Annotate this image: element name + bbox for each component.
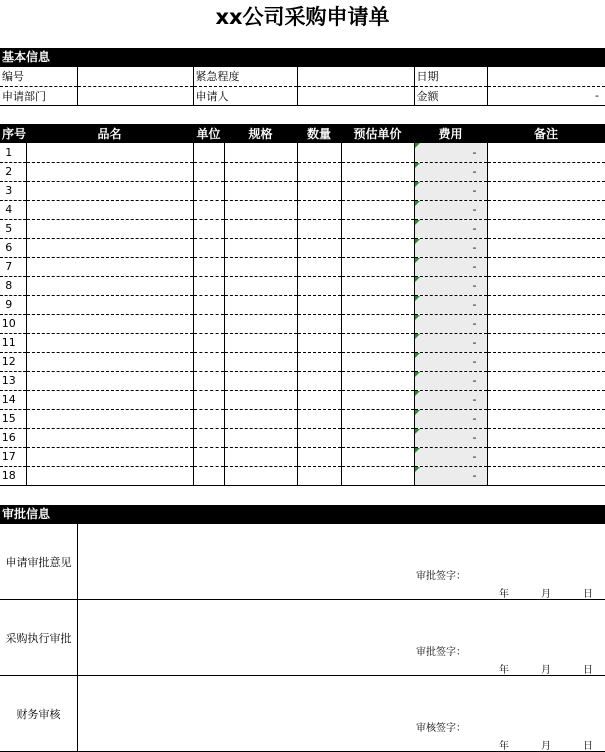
fee-value: - [472,317,477,330]
unit-cell[interactable] [193,428,224,447]
qty-cell[interactable] [297,257,341,276]
fee-value: - [472,145,477,159]
formula-marker-icon [415,296,420,301]
approval-comment-area[interactable] [78,600,605,640]
unit-cell[interactable] [193,238,224,257]
fee-value: - [472,222,477,235]
table-row [0,390,605,409]
applicant-label: 申请人 [193,86,297,105]
spec-cell[interactable] [224,257,297,276]
row-number: 18 [0,466,26,485]
spec-cell[interactable] [224,238,297,257]
basic-row-1 [0,67,605,86]
qty-cell[interactable] [297,447,341,466]
amount-field[interactable]: - [487,86,605,105]
remark-cell[interactable] [487,428,605,447]
price-cell[interactable] [341,295,414,314]
unit-cell[interactable] [193,276,224,295]
urgency-label: 紧急程度 [193,67,297,86]
row-number: 8 [0,276,26,295]
item-name-cell[interactable] [26,295,193,314]
row-number: 12 [0,352,26,371]
fee-value: - [472,393,477,406]
price-cell[interactable] [341,409,414,428]
basic-info-header: 基本信息 [0,48,605,67]
col-header-remark: 备注 [487,124,605,143]
row-number: 14 [0,390,26,409]
remark-cell[interactable] [487,352,605,371]
remark-cell[interactable] [487,143,605,162]
table-row [0,257,605,276]
fee-cell[interactable] [414,447,487,466]
spec-cell[interactable] [224,428,297,447]
fee-cell[interactable] [414,219,487,238]
qty-cell[interactable] [297,371,341,390]
formula-marker-icon [415,391,420,396]
spec-cell[interactable] [224,162,297,181]
approval-comment-area[interactable] [78,676,605,716]
row-number: 7 [0,257,26,276]
row-number: 5 [0,219,26,238]
row-number: 10 [0,314,26,333]
year-label: 年 [499,741,509,752]
qty-cell[interactable] [297,409,341,428]
item-name-cell[interactable] [26,200,193,219]
items-header [0,124,605,143]
spec-cell[interactable] [224,466,297,485]
fee-value: - [472,241,477,254]
unit-cell[interactable] [193,409,224,428]
fee-cell[interactable] [414,314,487,333]
price-cell[interactable] [341,238,414,257]
year-label: 年 [499,665,509,676]
qty-cell[interactable] [297,238,341,257]
remark-cell[interactable] [487,181,605,200]
qty-cell[interactable] [297,219,341,238]
remark-cell[interactable] [487,295,605,314]
year-label: 年 [499,589,509,600]
spec-cell[interactable] [224,295,297,314]
item-name-cell[interactable] [26,428,193,447]
formula-marker-icon [415,182,420,187]
col-header-no: 序号 [0,124,26,143]
approval-section [0,676,605,752]
price-cell[interactable] [341,428,414,447]
signature-label: 审批签字： [416,647,466,658]
table-row [0,162,605,181]
unit-cell[interactable] [193,352,224,371]
table-row [0,409,605,428]
spec-cell[interactable] [224,200,297,219]
table-row [0,143,605,162]
amount-label: 金额 [414,86,487,105]
table-row [0,428,605,447]
fee-cell[interactable] [414,162,487,181]
formula-marker-icon [415,220,420,225]
fee-cell[interactable] [414,276,487,295]
fee-cell[interactable] [414,295,487,314]
fee-cell[interactable] [414,181,487,200]
col-header-fee: 费用 [414,124,487,143]
unit-cell[interactable] [193,447,224,466]
remark-cell[interactable] [487,200,605,219]
row-number: 15 [0,409,26,428]
item-name-cell[interactable] [26,219,193,238]
date-label: 日期 [414,67,487,86]
month-label: 月 [541,589,551,600]
row-number: 1 [0,143,26,162]
formula-marker-icon [415,429,420,434]
item-name-cell[interactable] [26,466,193,485]
department-label: 申请部门 [0,86,77,105]
fee-value: - [472,374,477,387]
fee-cell[interactable] [414,257,487,276]
formula-marker-icon [415,410,420,415]
remark-cell[interactable] [487,409,605,428]
number-field[interactable] [77,67,193,86]
unit-cell[interactable] [193,295,224,314]
item-name-cell[interactable] [26,238,193,257]
table-row [0,314,605,333]
unit-cell[interactable] [193,371,224,390]
price-cell[interactable] [341,447,414,466]
signature-label: 审批签字： [416,571,466,582]
table-row [0,333,605,352]
fee-cell[interactable] [414,409,487,428]
price-cell[interactable] [341,200,414,219]
fee-value: - [472,431,477,444]
fee-value: - [472,279,477,292]
unit-cell[interactable] [193,143,224,162]
price-cell[interactable] [341,371,414,390]
row-number: 9 [0,295,26,314]
spec-cell[interactable] [224,352,297,371]
fee-value: - [472,412,477,425]
qty-cell[interactable] [297,162,341,181]
unit-cell[interactable] [193,333,224,352]
unit-cell[interactable] [193,466,224,485]
price-cell[interactable] [341,219,414,238]
item-name-cell[interactable] [26,390,193,409]
fee-value: - [472,450,477,463]
applicant-field[interactable] [297,86,414,105]
items-table [0,143,605,486]
table-row [0,352,605,371]
table-row [0,466,605,485]
approval-section [0,600,605,676]
item-name-cell[interactable] [26,333,193,352]
row-number: 3 [0,181,26,200]
fee-cell[interactable] [414,428,487,447]
formula-marker-icon [415,143,420,148]
formula-marker-icon [415,448,420,453]
price-cell[interactable] [341,257,414,276]
item-name-cell[interactable] [26,276,193,295]
col-header-price: 预估单价 [341,124,414,143]
fee-cell[interactable] [414,333,487,352]
table-row [0,295,605,314]
row-number: 17 [0,447,26,466]
formula-marker-icon [415,467,420,472]
price-cell[interactable] [341,390,414,409]
formula-marker-icon [415,258,420,263]
price-cell[interactable] [341,352,414,371]
number-label: 编号 [0,67,77,86]
urgency-field[interactable] [297,67,414,86]
row-number: 13 [0,371,26,390]
spec-cell[interactable] [224,181,297,200]
fee-cell[interactable] [414,371,487,390]
unit-cell[interactable] [193,162,224,181]
price-cell[interactable] [341,276,414,295]
table-row [0,238,605,257]
department-field[interactable] [77,86,193,105]
formula-marker-icon [415,277,420,282]
unit-cell[interactable] [193,181,224,200]
fee-value: - [472,298,477,311]
formula-marker-icon [415,201,420,206]
approval-header: 审批信息 [0,505,605,524]
fee-value: - [472,203,477,216]
day-label: 日 [583,741,593,752]
fee-cell[interactable] [414,390,487,409]
col-header-name: 品名 [26,124,193,143]
fee-cell[interactable] [414,238,487,257]
month-label: 月 [541,665,551,676]
qty-cell[interactable] [297,333,341,352]
col-header-qty: 数量 [297,124,341,143]
fee-value: - [472,336,477,349]
item-name-cell[interactable] [26,257,193,276]
qty-cell[interactable] [297,295,341,314]
col-header-unit: 单位 [193,124,224,143]
qty-cell[interactable] [297,143,341,162]
unit-cell[interactable] [193,219,224,238]
spec-cell[interactable] [224,371,297,390]
fee-cell[interactable] [414,352,487,371]
row-number: 6 [0,238,26,257]
formula-marker-icon [415,315,420,320]
price-cell[interactable] [341,314,414,333]
item-name-cell[interactable] [26,352,193,371]
unit-cell[interactable] [193,390,224,409]
remark-cell[interactable] [487,219,605,238]
item-name-cell[interactable] [26,162,193,181]
approval-label: 采购执行审批 [0,600,78,675]
fee-cell[interactable] [414,143,487,162]
table-row [0,447,605,466]
item-name-cell[interactable] [26,409,193,428]
price-cell[interactable] [341,466,414,485]
remark-cell[interactable] [487,447,605,466]
table-row [0,371,605,390]
price-cell[interactable] [341,333,414,352]
fee-value: - [472,165,477,178]
month-label: 月 [541,741,551,752]
row-number: 16 [0,428,26,447]
qty-cell[interactable] [297,314,341,333]
day-label: 日 [583,589,593,600]
date-field[interactable] [487,67,605,86]
fee-value: - [472,355,477,368]
fee-value: - [472,469,477,482]
item-name-cell[interactable] [26,314,193,333]
formula-marker-icon [415,372,420,377]
day-label: 日 [583,665,593,676]
qty-cell[interactable] [297,428,341,447]
qty-cell[interactable] [297,276,341,295]
spec-cell[interactable] [224,447,297,466]
fee-cell[interactable] [414,466,487,485]
unit-cell[interactable] [193,314,224,333]
approval-label: 财务审核 [0,676,78,751]
spec-cell[interactable] [224,409,297,428]
remark-cell[interactable] [487,371,605,390]
item-name-cell[interactable] [26,371,193,390]
formula-marker-icon [415,239,420,244]
spec-cell[interactable] [224,314,297,333]
spec-cell[interactable] [224,333,297,352]
unit-cell[interactable] [193,200,224,219]
qty-cell[interactable] [297,390,341,409]
fee-value: - [472,184,477,197]
remark-cell[interactable] [487,390,605,409]
price-cell[interactable] [341,143,414,162]
qty-cell[interactable] [297,181,341,200]
remark-cell[interactable] [487,333,605,352]
qty-cell[interactable] [297,466,341,485]
spec-cell[interactable] [224,276,297,295]
qty-cell[interactable] [297,352,341,371]
item-name-cell[interactable] [26,143,193,162]
remark-cell[interactable] [487,314,605,333]
signature-label: 审核签字： [416,723,466,734]
row-number: 2 [0,162,26,181]
form-title: xx公司采购申请单 [215,5,390,29]
remark-cell[interactable] [487,162,605,181]
spec-cell[interactable] [224,219,297,238]
spec-cell[interactable] [224,390,297,409]
row-number: 11 [0,333,26,352]
formula-marker-icon [415,334,420,339]
col-header-spec: 规格 [224,124,297,143]
qty-cell[interactable] [297,200,341,219]
basic-row-2 [0,86,605,105]
approval-section [0,524,605,600]
formula-marker-icon [415,163,420,168]
table-row [0,200,605,219]
price-cell[interactable] [341,181,414,200]
table-row [0,276,605,295]
unit-cell[interactable] [193,257,224,276]
remark-cell[interactable] [487,276,605,295]
remark-cell[interactable] [487,466,605,485]
row-number: 4 [0,200,26,219]
fee-value: - [472,260,477,273]
item-name-cell[interactable] [26,447,193,466]
basic-info-table [0,67,605,106]
remark-cell[interactable] [487,257,605,276]
approval-comment-area[interactable] [78,524,605,564]
remark-cell[interactable] [487,238,605,257]
formula-marker-icon [415,353,420,358]
price-cell[interactable] [341,162,414,181]
table-row [0,219,605,238]
item-name-cell[interactable] [26,181,193,200]
spec-cell[interactable] [224,143,297,162]
fee-cell[interactable] [414,200,487,219]
approval-label: 申请审批意见 [0,524,78,599]
table-row [0,181,605,200]
